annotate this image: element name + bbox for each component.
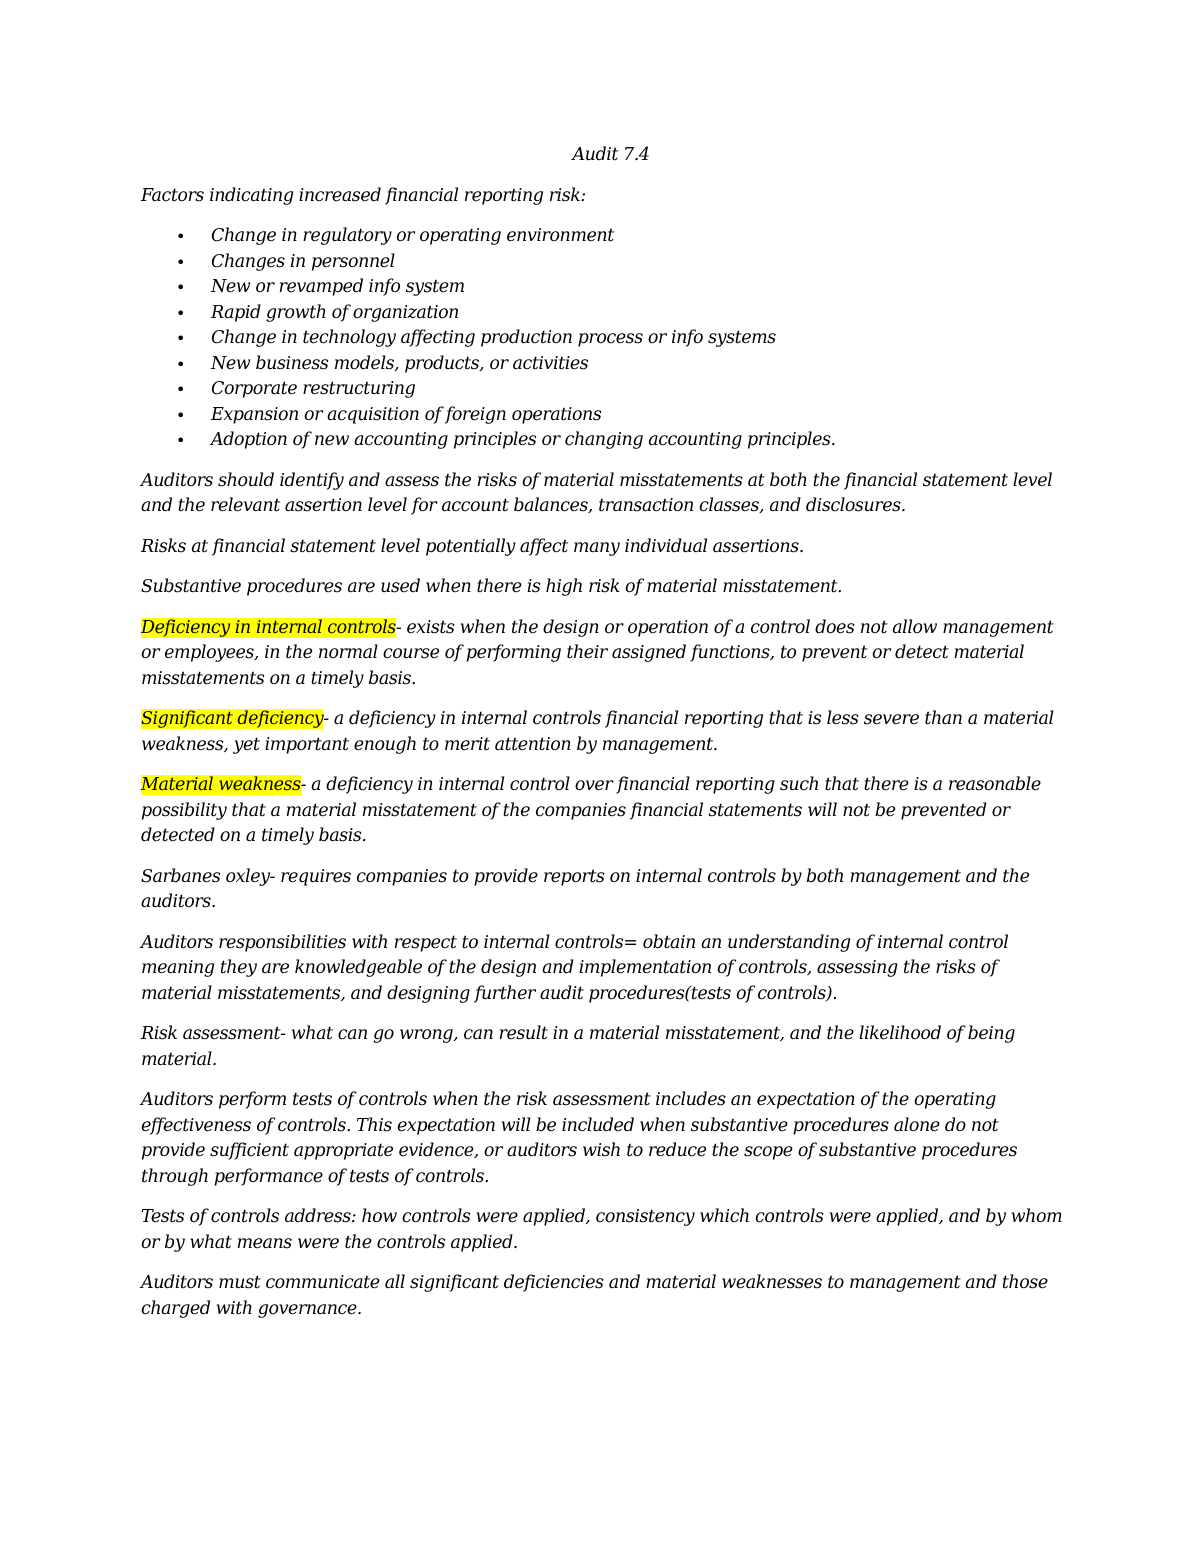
- document-body: [141, 143, 1063, 1337]
- bullet-icon: •: [176, 354, 185, 374]
- document-title: Audit 7.4: [572, 145, 650, 165]
- list-item: [141, 301, 1063, 327]
- bullet-icon: •: [176, 252, 185, 272]
- bullet-icon: •: [176, 405, 185, 425]
- definition-material-weakness: [141, 773, 1063, 850]
- list-item-text: Changes in personnel: [211, 251, 395, 272]
- list-item: [141, 250, 1063, 276]
- paragraph-identify-risks: Auditors should identify and assess the risks of material misstatements at both the financial statement level and the relevant assertion level for account balances, transaction classes, and disclosures.: [141, 470, 1053, 516]
- bullet-icon: •: [176, 329, 185, 348]
- list-item: [141, 275, 1063, 301]
- paragraph-tests-of-controls-performed: Auditors perform tests of controls when the risk assessment includes an expectation of the operating effectiveness of controls. This expectation will be included when substantive procedures alone do not provide sufficient appropriate evidence, or auditors wish to reduce the scope of substantive procedures through performance of tests of controls.: [141, 1090, 1018, 1187]
- paragraph-auditor-responsibilities: Auditors responsibilities with respect to internal controls= obtain an understanding of internal control meaning they are knowledgeable of the design and implementation of controls, assessing the risks of material misstatements, and designing further audit procedures(tests of controls).: [141, 932, 1009, 1004]
- list-item: [141, 403, 1063, 429]
- list-item-text: Corporate restructuring: [211, 379, 416, 399]
- highlighted-term-significant-deficiency: Significant deficiency: [141, 709, 324, 729]
- list-item-text: New business models, products, or activities: [211, 353, 589, 374]
- paragraph-communicate-deficiencies: Auditors must communicate all significant deficiencies and material weaknesses to management and those charged with governance.: [141, 1273, 1048, 1319]
- list-item-text: Expansion or acquisition of foreign operations: [211, 404, 602, 425]
- definition-text: - a deficiency in internal control over financial reporting such that there is a reasonable possibility that a material misstatement of the companies financial statements will not be prevented or detected on a timely basis.: [141, 775, 1041, 846]
- list-item: [141, 377, 1063, 403]
- factors-list: [141, 224, 1063, 454]
- list-item-text: Change in regulatory or operating environment: [211, 226, 614, 246]
- bullet-icon: •: [176, 380, 185, 399]
- highlighted-term-deficiency: Deficiency in internal controls: [141, 617, 396, 638]
- list-item-text: Rapid growth of organization: [211, 302, 459, 323]
- list-item-text: Change in technology affecting production process or info systems: [211, 328, 776, 348]
- paragraph-tests-of-controls-address: Tests of controls address: how controls were applied, consistency which controls were applied, and by whom or by what means were the controls applied.: [141, 1207, 1063, 1253]
- list-item-text: Adoption of new accounting principles or changing accounting principles.: [211, 430, 836, 450]
- bullet-icon: •: [176, 227, 185, 246]
- paragraph-sarbanes-oxley: Sarbanes oxley- requires companies to provide reports on internal controls by both management and the auditors.: [141, 866, 1030, 912]
- paragraph-risk-assessment: Risk assessment- what can go wrong, can result in a material misstatement, and the likelihood of being material.: [141, 1024, 1015, 1070]
- definition-text: - a deficiency in internal controls financial reporting that is less severe than a material weakness, yet important enough to merit attention by management.: [141, 709, 1054, 755]
- list-item: [141, 326, 1063, 352]
- definition-text: - exists when the design or operation of a control does not allow management or employees, in the normal course of performing their assigned functions, to prevent or detect material misstatements on a timely basis.: [141, 617, 1054, 689]
- list-item: [141, 224, 1063, 250]
- highlighted-term-material-weakness: Material weakness: [141, 775, 301, 795]
- bullet-icon: •: [176, 303, 185, 323]
- list-item: [141, 428, 1063, 454]
- list-item-text: New or revamped info system: [211, 277, 465, 297]
- paragraph-fs-level-risks: Risks at financial statement level potentially affect many individual assertions.: [141, 536, 804, 557]
- definition-significant-deficiency: [141, 707, 1063, 758]
- bullet-icon: •: [176, 278, 185, 297]
- list-item: [141, 352, 1063, 378]
- bullet-icon: •: [176, 431, 185, 450]
- definition-deficiency: [141, 616, 1063, 693]
- factors-intro: Factors indicating increased financial reporting risk:: [141, 185, 586, 206]
- paragraph-substantive-procedures: Substantive procedures are used when there is high risk of material misstatement.: [141, 577, 843, 597]
